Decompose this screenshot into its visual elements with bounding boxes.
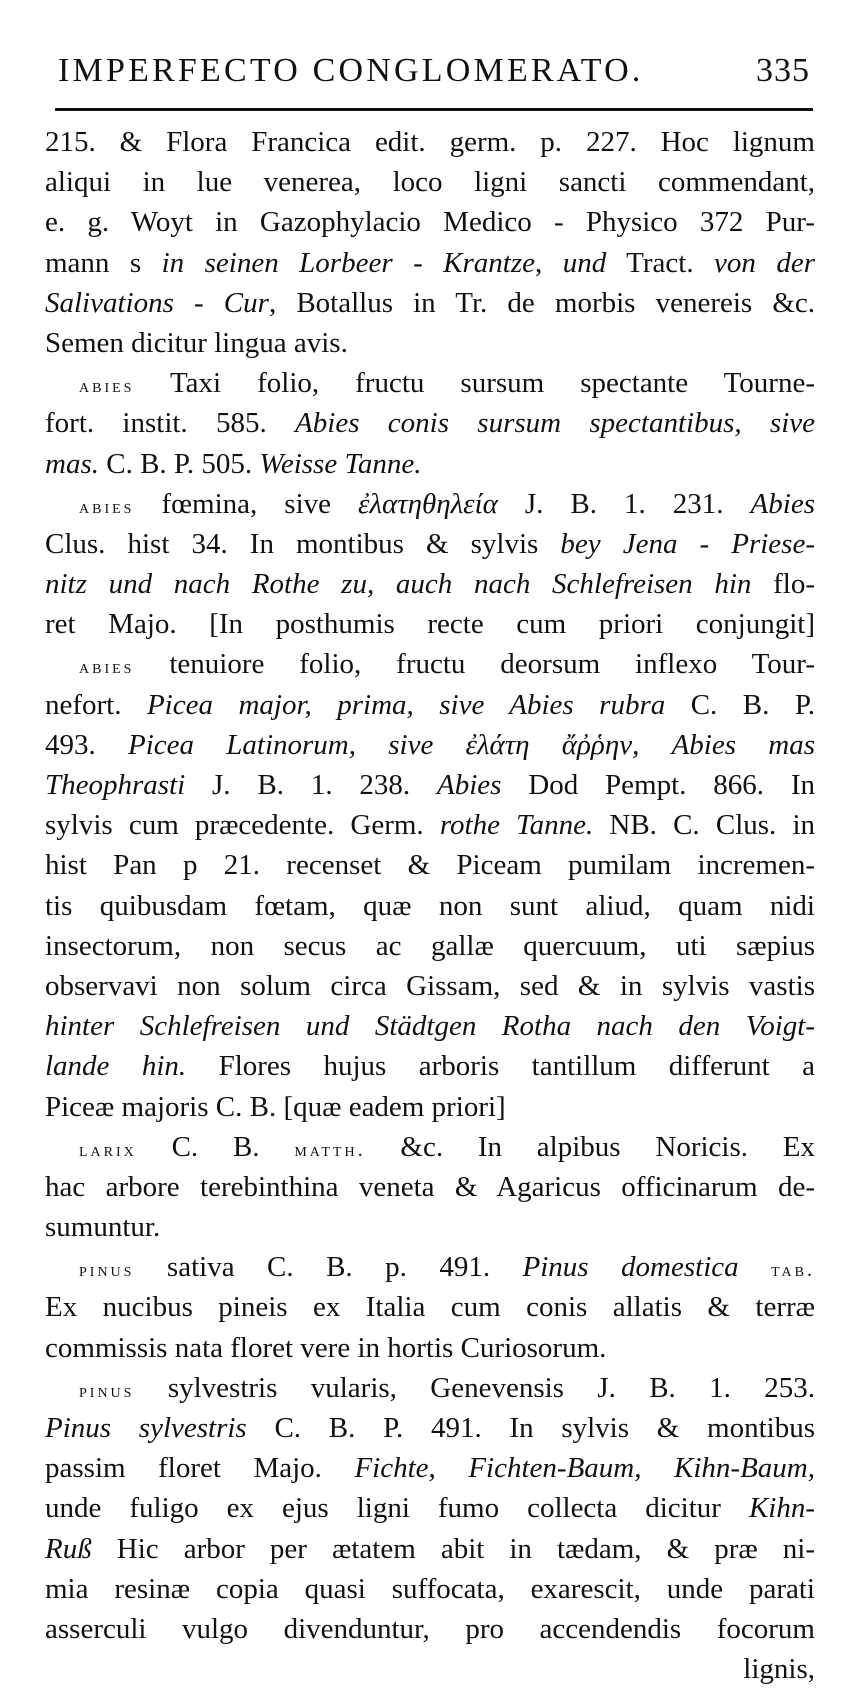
- italic-text: Salivations - Cur: [45, 286, 269, 319]
- text-line: [45, 202, 815, 242]
- text-segment: sylvis cum præcedente. Germ.: [45, 809, 440, 842]
- text-line: [45, 524, 815, 564]
- text-line: [45, 1328, 815, 1368]
- small-caps-term: matth.: [294, 1138, 366, 1161]
- text-segment: C. B. P. 491. In sylvis & montibus: [246, 1412, 815, 1444]
- text-segment: commissis nata floret vere in hortis Curiosorum.: [45, 1331, 607, 1364]
- italic-text: Theophrasti: [45, 769, 186, 801]
- text-segment: e. g. Woyt in Gazophylacio Medico - Physico 372 Pur-: [45, 206, 815, 239]
- text-segment: unde fuligo ex ejus ligni fumo collecta dicitur: [45, 1492, 749, 1525]
- text-line: [45, 1167, 815, 1207]
- text-line: [45, 162, 815, 202]
- small-caps-term: pinus: [79, 1379, 135, 1402]
- italic-text: bey Jena - Priese-: [560, 527, 815, 560]
- text-segment: 215. & Flora Francica edit. germ. p. 227. Hoc lignum: [45, 126, 815, 158]
- text-line: [45, 444, 815, 484]
- text-segment: insectorum, non secus ac gallæ quercuum, uti sæpius: [45, 929, 815, 962]
- text-segment: mann s: [45, 246, 162, 279]
- text-line: [45, 564, 815, 604]
- text-line: [45, 1609, 815, 1649]
- text-segment: , Botallus in Tr. de morbis venereis &c.: [268, 286, 816, 319]
- text-segment: observavi non solum circa Gissam, sed & in sylvis vastis: [45, 969, 815, 1002]
- italic-text: und: [562, 246, 607, 279]
- text-segment: Piceæ majoris C. B. [quæ eadem priori]: [45, 1090, 506, 1123]
- text-line: [45, 484, 815, 524]
- text-line: [45, 604, 815, 644]
- text-line: [45, 1649, 815, 1689]
- italic-text: Abies: [437, 769, 502, 801]
- italic-text: lande hin.: [45, 1050, 187, 1083]
- text-segment: C. B.: [136, 1130, 295, 1163]
- text-segment: Flores hujus arboris tantillum differunt a: [186, 1050, 815, 1083]
- small-caps-term: abies: [79, 375, 135, 398]
- text-line: [45, 1087, 815, 1127]
- text-line: [45, 243, 815, 283]
- text-segment: flo-: [751, 568, 816, 601]
- text-line: [45, 1488, 815, 1528]
- text-segment: sylvestris vularis, Genevensis J. B. 1. 253.: [134, 1371, 815, 1404]
- text-segment: aliqui in lue venerea, loco ligni sancti commendant,: [45, 166, 815, 199]
- text-line: [45, 1408, 815, 1448]
- italic-text: ἐλατηθηλεία: [358, 487, 498, 520]
- italic-text: in seinen Lorbeer - Krantze: [161, 246, 536, 279]
- text-segment: Clus. hist 34. In montibus & sylvis: [45, 527, 561, 560]
- small-caps-term: abies: [79, 495, 135, 518]
- text-segment: hist Pan p 21. recenset & Piceam pumilam incremen-: [45, 849, 815, 882]
- text-line: [45, 1448, 815, 1488]
- running-header: [58, 52, 810, 90]
- text-segment: Taxi folio, fructu sursum spectante Tourne-: [134, 367, 815, 400]
- text-line: [45, 1287, 815, 1327]
- italic-text: Abies conis sursum spectantibus, sive: [295, 407, 816, 440]
- italic-text: Ruß: [45, 1532, 92, 1565]
- italic-text: Fichte, Fichten-Baum, Kihn-Baum,: [354, 1452, 815, 1485]
- text-line: [45, 725, 815, 765]
- text-line: [45, 122, 815, 162]
- text-segment: ,: [535, 246, 563, 279]
- text-line: [45, 1247, 815, 1287]
- text-segment: [739, 1251, 771, 1283]
- italic-text: Kihn-: [748, 1492, 815, 1525]
- small-caps-term: pinus: [79, 1259, 135, 1282]
- text-line: [45, 765, 815, 805]
- text-segment: C. B. P. 505.: [98, 447, 260, 480]
- italic-text: Pinus sylvestris: [45, 1412, 247, 1444]
- text-line: [45, 845, 815, 885]
- text-segment: &c. In alpibus Noricis. Ex: [365, 1130, 816, 1163]
- text-segment: 493.: [45, 728, 128, 761]
- text-segment: mia resinæ copia quasi suffocata, exarescit, unde parati: [45, 1572, 815, 1605]
- text-segment: fort. instit. 585.: [45, 407, 296, 440]
- text-line: [45, 1127, 815, 1167]
- text-line: [45, 926, 815, 966]
- text-segment: sumuntur.: [45, 1211, 161, 1244]
- text-line: [45, 886, 815, 926]
- italic-text: nitz und nach Rothe zu, auch nach Schlefreisen hin: [45, 568, 752, 601]
- text-segment: NB. C. Clus. in: [593, 809, 816, 842]
- text-line: [45, 685, 815, 725]
- text-segment: lignis,: [743, 1653, 815, 1686]
- italic-text: Picea Latinorum, sive ἐλάτη ἄῤῥην, Abies mas: [128, 728, 815, 761]
- small-caps-term: tab.: [771, 1259, 815, 1282]
- text-segment: tenuiore folio, fructu deorsum inflexo Tour-: [134, 648, 815, 681]
- italic-text: hinter Schlefreisen und Städtgen Rotha nach den Voigt-: [45, 1010, 815, 1043]
- text-segment: fœmina, sive: [134, 487, 359, 520]
- text-line: [45, 805, 815, 845]
- text-line: [45, 323, 815, 363]
- text-segment: C. B. P.: [665, 688, 816, 721]
- text-segment: Semen dicitur lingua avis.: [45, 326, 348, 359]
- text-line: [45, 283, 815, 323]
- italic-text: rothe Tanne.: [439, 809, 594, 842]
- text-line: [45, 644, 815, 684]
- text-segment: ret Majo. [In posthumis recte cum priori conjungit]: [45, 608, 815, 641]
- text-segment: tis quibusdam fœtam, quæ non sunt aliud, quam nidi: [45, 889, 815, 922]
- text-segment: Hic arbor per ætatem abit in tædam, & præ ni-: [91, 1532, 815, 1565]
- text-line: [45, 403, 815, 443]
- text-segment: J. B. 1. 238.: [185, 769, 437, 801]
- text-segment: Ex nucibus pineis ex Italia cum conis allatis & terræ: [45, 1291, 815, 1324]
- text-line: [45, 1569, 815, 1609]
- header-rule: [55, 108, 813, 111]
- italic-text: von der: [714, 246, 816, 279]
- italic-text: Weisse Tanne.: [259, 447, 422, 480]
- small-caps-term: abies: [79, 656, 135, 679]
- text-line: [45, 966, 815, 1006]
- text-segment: nefort.: [45, 688, 147, 721]
- body-text: [45, 122, 815, 1689]
- text-segment: sativa C. B. p. 491.: [134, 1251, 523, 1284]
- text-segment: asserculi vulgo divenduntur, pro accendendis focorum: [45, 1612, 815, 1645]
- italic-text: Abies: [750, 487, 815, 520]
- small-caps-term: larix: [79, 1138, 137, 1161]
- page-number: 335: [756, 52, 810, 89]
- italic-text: mas.: [45, 447, 99, 480]
- italic-text: Picea major, prima, sive Abies rubra: [146, 688, 666, 721]
- text-segment: Dod Pempt. 866. In: [501, 769, 815, 801]
- text-line: [45, 1006, 815, 1046]
- text-segment: Tract.: [606, 246, 715, 279]
- text-segment: passim floret Majo.: [45, 1452, 355, 1485]
- text-segment: J. B. 1. 231.: [497, 487, 751, 520]
- text-line: [45, 1207, 815, 1247]
- text-line: [45, 1529, 815, 1569]
- running-title: IMPERFECTO CONGLOMERATO.: [58, 52, 644, 89]
- text-line: [45, 1368, 815, 1408]
- text-line: [45, 363, 815, 403]
- text-line: [45, 1046, 815, 1086]
- italic-text: Pinus domestica: [522, 1251, 739, 1284]
- text-segment: hac arbore terebinthina veneta & Agaricus officinarum de-: [45, 1170, 815, 1203]
